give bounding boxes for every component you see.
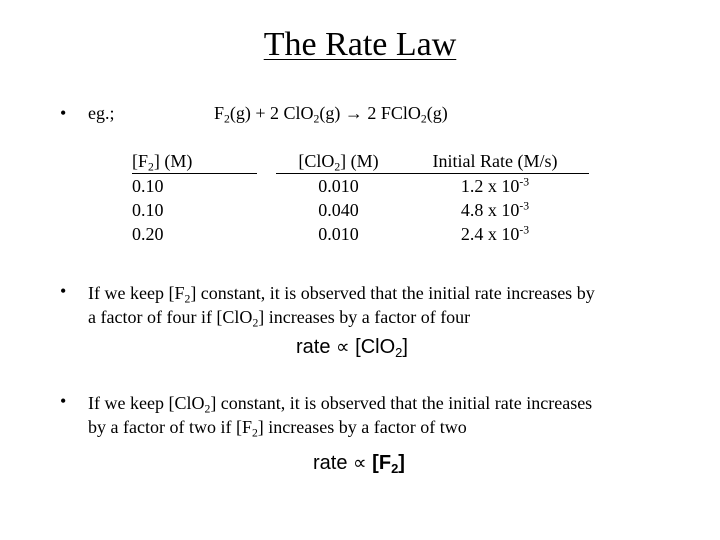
observation-paragraph-2: If we keep [ClO$_2$] constant, it is observed that the initial rate increases by a factor of two if $[F_2]$ increases by a factor of two bbox=[88, 393, 593, 440]
column-header-f2: $[F_2]$ (M) bbox=[132, 150, 257, 174]
page-title: The Rate Law bbox=[263, 26, 457, 63]
bullet-marker: • bbox=[60, 281, 67, 301]
proportional-icon: ∝ bbox=[336, 336, 350, 358]
column-header-clo2: [ClO$_2$] (M) bbox=[276, 150, 401, 174]
example-label: eg.; bbox=[88, 103, 115, 123]
observation-paragraph-1: If we keep $[F_2]$ constant, it is observed that the initial rate increases by a factor of four if [ClO$_2$] increases by a factor of four bbox=[88, 283, 595, 330]
table-column-rate bbox=[401, 150, 589, 246]
table-column-clo2 bbox=[276, 150, 401, 246]
table-cell: 2.4 x $10^{-3}$ bbox=[460, 223, 530, 244]
proportional-icon: ∝ bbox=[353, 452, 367, 474]
reaction-arrow-icon: → bbox=[344, 103, 363, 123]
table-cell: 0.20 bbox=[132, 224, 164, 244]
rate-law-clo2: rate ∝ [ClO$_2$] bbox=[296, 336, 408, 360]
bullet-marker: • bbox=[60, 391, 67, 411]
table-cell: 0.010 bbox=[318, 224, 359, 244]
rate-law-f2: rate ∝ $[F_2]$ bbox=[313, 452, 405, 476]
column-header-rate: Initial Rate (M/s) bbox=[401, 150, 589, 174]
table-cell: 1.2 x $10^{-3}$ bbox=[460, 175, 530, 196]
table-cell: 0.10 bbox=[132, 176, 164, 196]
bullet-marker: • bbox=[60, 103, 67, 123]
table-column-f2 bbox=[132, 150, 257, 246]
table-cell: 0.10 bbox=[132, 200, 164, 220]
table-cell: 0.010 bbox=[318, 176, 359, 196]
table-cell: 0.040 bbox=[318, 200, 359, 220]
table-cell: 4.8 x $10^{-3}$ bbox=[460, 199, 530, 220]
reaction-equation: $F_2(g) + 2$ ClO$_2$(g) → 2 FClO$_2$(g) bbox=[214, 103, 448, 126]
